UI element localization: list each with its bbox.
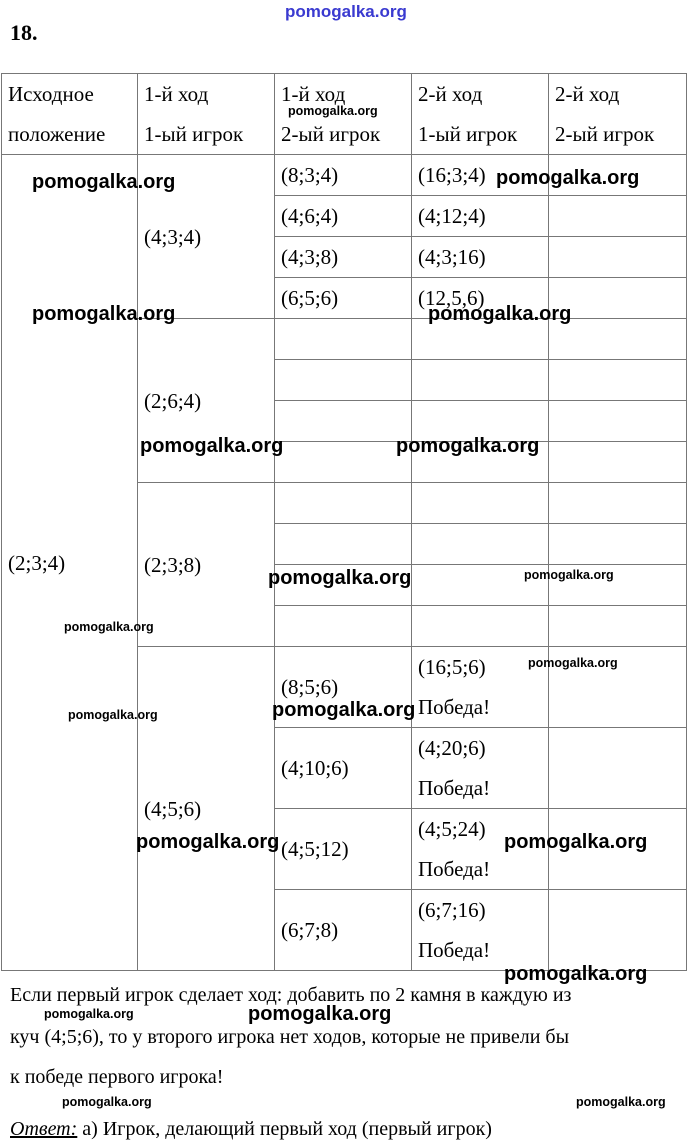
watermark: pomogalka.org [268,567,412,589]
watermark: pomogalka.org [32,171,176,193]
move4-cell [549,728,687,809]
watermark-top: pomogalka.org [285,2,407,21]
move3-cell: (6;7;16) Победа! [412,890,549,971]
header-cell: 1-й ход 2-ый игрок [275,74,412,155]
watermark: pomogalka.org [272,699,416,721]
move3-cell [412,483,549,524]
move4-cell [549,401,687,442]
explanation-line: к победе первого игрока! [10,1066,224,1088]
move4-cell [549,442,687,483]
watermark: pomogalka.org [288,104,378,118]
watermark: pomogalka.org [504,831,648,853]
explanation-line: Если первый игрок сделает ход: добавить по 2 камня в каждую из [10,984,572,1006]
watermark: pomogalka.org [140,435,284,457]
watermark: pomogalka.org [496,167,640,189]
watermark: pomogalka.org [136,831,280,853]
watermark: pomogalka.org [62,1095,152,1109]
move3-cell: (16;5;6) Победа! [412,647,549,728]
watermark: pomogalka.org [396,435,540,457]
move2-cell: (4;10;6) [275,728,412,809]
move4-cell [549,196,687,237]
watermark: pomogalka.org [576,1095,666,1109]
move2-cell [275,606,412,647]
move2-cell: (4;6;4) [275,196,412,237]
move3-cell: (4;20;6) Победа! [412,728,549,809]
move3-cell: (4;12;4) [412,196,549,237]
move3-cell: (4;5;24) Победа! [412,809,549,890]
watermark: pomogalka.org [32,303,176,325]
header-cell: 2-й ход 1-ый игрок [412,74,549,155]
header-cell: 1-й ход 1-ый игрок [138,74,275,155]
move2-cell: (4;5;12) [275,809,412,890]
watermark: pomogalka.org [44,1007,134,1021]
move2-cell [275,524,412,565]
move3-cell [412,524,549,565]
move4-cell [549,237,687,278]
header-cell: Исходное положение [2,74,138,155]
move1-cell: (2;3;8) [138,483,275,647]
initial-position-cell: (2;3;4) [2,155,138,971]
move2-cell: (4;3;8) [275,237,412,278]
watermark: pomogalka.org [248,1003,392,1025]
move2-cell [275,442,412,483]
move3-cell [412,606,549,647]
move1-cell: (4;3;4) [138,155,275,319]
answer-text: а) Игрок, делающий первый ход (первый игрок) [77,1118,492,1140]
problem-number: 18. [10,20,38,45]
move4-cell [549,890,687,971]
move4-cell [549,524,687,565]
move2-cell: (6;7;8) [275,890,412,971]
watermark: pomogalka.org [428,303,572,325]
watermark: pomogalka.org [64,620,154,634]
move3-cell: (16;3;4) [412,155,549,196]
move4-cell [549,483,687,524]
watermark: pomogalka.org [68,708,158,722]
move3-cell [412,360,549,401]
watermark: pomogalka.org [524,568,614,582]
move2-cell: (8;5;6) [275,647,412,728]
move2-cell: (6;5;6) [275,278,412,319]
answer-label: Ответ: [10,1118,78,1140]
move1-cell: (4;5;6) [138,647,275,971]
move2-cell [275,319,412,360]
move2-cell [275,360,412,401]
move4-cell [549,360,687,401]
explanation-line: куч (4;5;6), то у второго игрока нет ходов, которые не привели бы [10,1026,570,1048]
move2-cell [275,401,412,442]
move4-cell [549,606,687,647]
move3-cell: (12,5,6) [412,278,549,319]
watermark: pomogalka.org [504,963,648,985]
watermark: pomogalka.org [528,656,618,670]
move2-cell: (8;3;4) [275,155,412,196]
move2-cell [275,483,412,524]
move3-cell: (4;3;16) [412,237,549,278]
answer-line [10,1118,492,1141]
move1-cell: (2;6;4) [138,319,275,483]
header-cell: 2-й ход 2-ый игрок [549,74,687,155]
